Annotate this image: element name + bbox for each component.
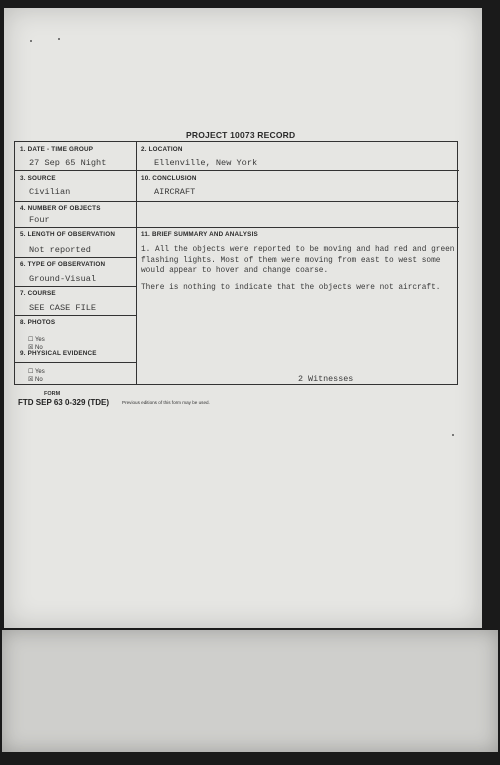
row-divider — [15, 227, 459, 228]
course-value: SEE CASE FILE — [29, 303, 97, 313]
column-divider — [136, 142, 137, 384]
date-time-label: 1. DATE - TIME GROUP — [20, 146, 94, 153]
row-divider — [15, 362, 136, 363]
row-divider — [15, 257, 136, 258]
photos-no-checkbox: ☒ No — [28, 345, 43, 351]
speck — [452, 434, 454, 436]
form-number: FTD SEP 63 0-329 (TDE) — [18, 398, 109, 407]
summary-label: 11. BRIEF SUMMARY AND ANALYSIS — [141, 231, 258, 238]
conclusion-value: AIRCRAFT — [154, 187, 196, 197]
summary-paragraph-1: 1. All the objects were reported to be moving and had red and green flashing lights. Most of them were moving from east to west some would appear to hover and change coarse. — [141, 246, 455, 275]
record-form — [14, 141, 458, 385]
number-of-objects-label: 4. NUMBER OF OBJECTS — [20, 205, 101, 212]
type-of-observation-value: Ground-Visual — [29, 274, 97, 284]
summary-paragraph-2: There is nothing to indicate that the objects were not aircraft. — [141, 283, 441, 292]
number-of-objects-value: Four — [29, 215, 50, 225]
row-divider — [15, 286, 136, 287]
length-of-observation-label: 5. LENGTH OF OBSERVATION — [20, 231, 116, 238]
physical-evidence-yes-checkbox: ☐ Yes — [28, 369, 45, 375]
row-divider — [15, 315, 136, 316]
row-divider — [136, 201, 459, 202]
summary-text — [141, 245, 461, 299]
row-divider — [15, 201, 136, 202]
speck — [30, 40, 32, 42]
source-label: 3. SOURCE — [20, 175, 56, 182]
location-label: 2. LOCATION — [141, 146, 183, 153]
course-label: 7. COURSE — [20, 290, 56, 297]
type-of-observation-label: 6. TYPE OF OBSERVATION — [20, 261, 106, 268]
row-divider — [15, 170, 459, 171]
physical-evidence-label: 9. PHYSICAL EVIDENCE — [20, 350, 97, 357]
photos-label: 8. PHOTOS — [20, 319, 56, 326]
source-value: Civilian — [29, 187, 71, 197]
length-of-observation-value: Not reported — [29, 245, 91, 255]
date-time-value: 27 Sep 65 Night — [29, 158, 107, 168]
form-title: PROJECT 10073 RECORD — [186, 130, 296, 140]
location-value: Ellenville, New York — [154, 158, 258, 168]
conclusion-label: 10. CONCLUSION — [141, 175, 197, 182]
witness-count: 2 Witnesses — [298, 374, 354, 384]
physical-evidence-no-checkbox: ☒ No — [28, 377, 43, 383]
photos-yes-checkbox: ☐ Yes — [28, 337, 45, 343]
document-page-below — [2, 630, 498, 752]
form-edition-note: Previous editions of this form may be used. — [122, 400, 210, 405]
form-caption: FORM — [44, 391, 61, 397]
speck — [58, 38, 60, 40]
